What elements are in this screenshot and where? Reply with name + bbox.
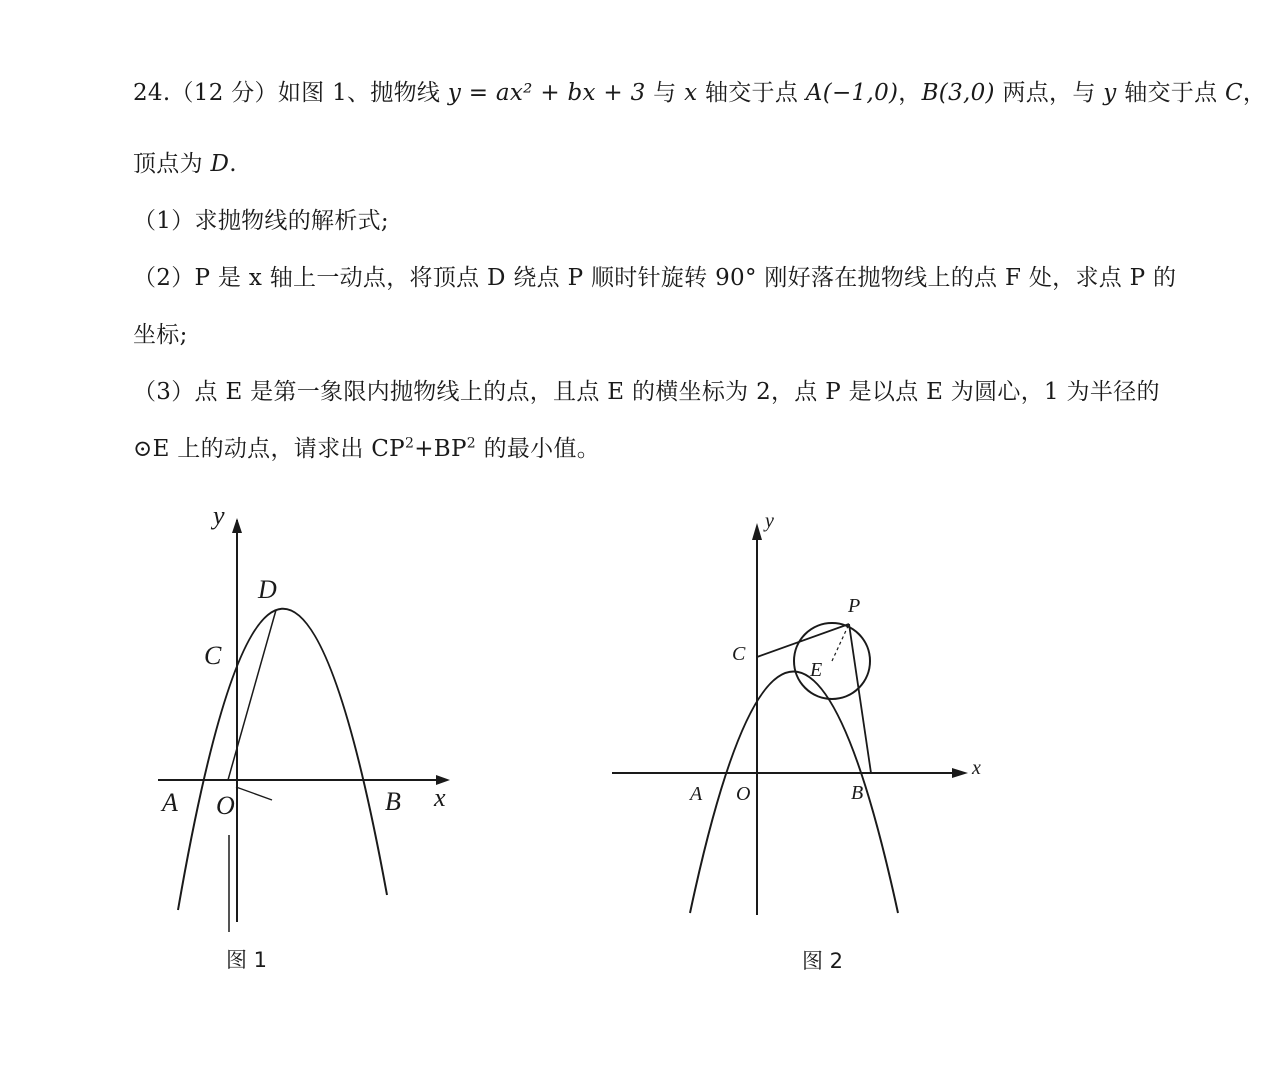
point-a: A(−1,0) — [805, 80, 899, 106]
label-p: P — [848, 595, 861, 617]
figure-2-diagram — [600, 500, 1000, 930]
label-a: A — [690, 783, 703, 805]
label-c: C — [204, 641, 222, 670]
text-segment: 的最小值。 — [475, 436, 601, 462]
text-segment: 顶点为 — [133, 151, 211, 177]
label-c: C — [732, 643, 746, 665]
label-o: O — [216, 791, 235, 820]
label-e: E — [810, 659, 823, 681]
parabola-curve — [690, 672, 898, 914]
figure-1-caption: 图 1 — [226, 948, 268, 972]
text-segment: 轴交于点 — [697, 80, 806, 106]
text-segment: 轴交于点 — [1116, 80, 1226, 106]
label-y: y — [213, 501, 225, 530]
text-segment: 与 — [645, 80, 685, 106]
figure-1-diagram — [140, 495, 470, 935]
label-o: O — [736, 783, 751, 805]
problem-line-1 — [133, 74, 1266, 107]
label-x: x — [972, 757, 981, 779]
parabola-equation: y = ax² + bx + 3 — [447, 80, 646, 106]
problem-line-2 — [133, 145, 237, 178]
text-segment: +BP — [414, 436, 467, 462]
label-a: A — [162, 788, 178, 817]
figure-2-caption: 图 2 — [802, 949, 844, 973]
superscript: 2 — [404, 435, 415, 452]
text-segment: ⊙E 上的动点，请求出 CP — [133, 436, 405, 462]
point-b: B(3,0) — [921, 80, 995, 106]
segment-rotated — [236, 787, 272, 800]
point-c: C — [1225, 80, 1243, 106]
part-3-line-1: （3）点 E 是第一象限内抛物线上的点，且点 E 的横坐标为 2，点 P 是以点 E 为圆心，1 为半径的 — [133, 379, 1160, 405]
text-segment: ， — [898, 80, 922, 106]
y-axis-arrow-icon — [752, 523, 762, 540]
part-2-line-1: （2）P 是 x 轴上一动点，将顶点 D 绕点 P 顺时针旋转 90° 刚好落在抛物线上的点 F 处，求点 P 的 — [133, 265, 1177, 291]
problem-prefix: 24.（12 分）如图 1、抛物线 — [133, 80, 448, 106]
label-x: x — [434, 783, 446, 812]
x-axis-arrow-icon — [952, 768, 968, 778]
label-y: y — [765, 510, 774, 532]
var-x: x — [684, 80, 698, 106]
superscript: 2 — [466, 435, 476, 452]
label-b: B — [385, 787, 401, 816]
point-d: D — [210, 151, 230, 177]
text-segment: 两点，与 — [994, 80, 1104, 106]
label-d: D — [258, 575, 277, 604]
var-y: y — [1103, 80, 1117, 106]
text-segment: . — [229, 151, 237, 177]
part-3-line-2 — [133, 430, 600, 463]
y-axis-arrow-icon — [232, 518, 242, 533]
part-2-line-2: 坐标; — [133, 322, 188, 348]
label-b: B — [851, 782, 864, 804]
segment-cp — [757, 624, 849, 657]
text-segment: ， — [1242, 80, 1267, 106]
part-1: （1）求抛物线的解析式; — [133, 208, 389, 234]
